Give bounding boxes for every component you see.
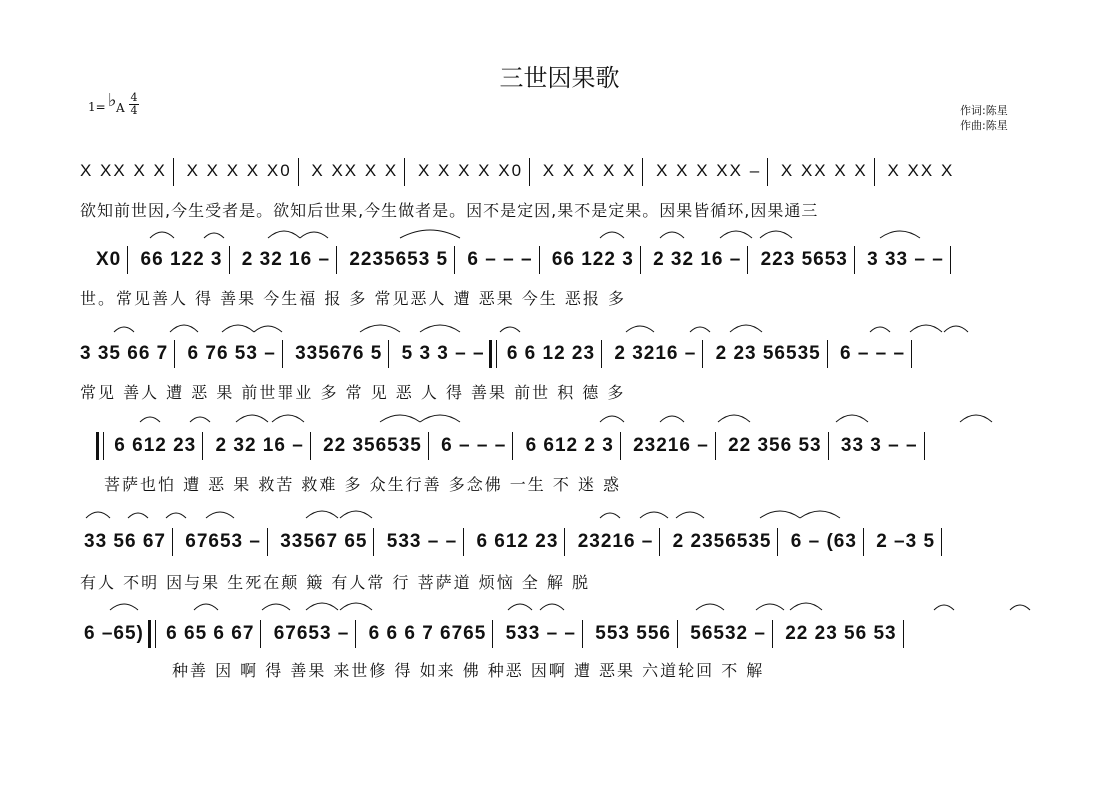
- key-prefix: 1=: [88, 100, 106, 114]
- measure: 6 65 6 67: [166, 623, 255, 645]
- measure: 3 35 66 7: [80, 343, 169, 365]
- measure: X XX X X: [311, 161, 399, 181]
- measure: 553 556: [595, 623, 671, 645]
- system-4-lyric: 菩萨也怕 遭 恶 果 救苦 救难 多 众生行善 多念佛 一生 不 迷 惑: [104, 475, 622, 494]
- system-2-notes: [96, 246, 1096, 272]
- measure: X X X XX –: [656, 161, 762, 181]
- measure: 33 3 – –: [840, 435, 918, 457]
- measure: 66 122 3: [551, 249, 634, 271]
- measure: X XX X: [887, 161, 955, 181]
- measure: 6 612 23: [114, 435, 197, 457]
- measure: 33567 65: [280, 531, 368, 553]
- measure: 6 76 53 –: [187, 343, 276, 365]
- system-2-lyric: 世。常见善人 得 善果 今生福 报 多 常见恶人 遭 恶果 今生 恶报 多: [80, 289, 626, 308]
- system-3-lyric: 常见 善人 遭 恶 果 前世罪业 多 常 见 恶 人 得 善果 前世 积 德 多: [80, 383, 626, 402]
- measure: 223 5653: [760, 249, 848, 271]
- measure: 66 122 3: [140, 249, 223, 271]
- measure: X XX X X: [80, 161, 167, 181]
- measure: 56532 –: [690, 623, 766, 645]
- slur-marks: [0, 592, 1119, 616]
- measure: 5 3 3 – –: [401, 343, 485, 365]
- measure: 23216 –: [577, 531, 654, 553]
- measure: 2 32 16 –: [241, 249, 331, 271]
- key-signature: [88, 88, 158, 128]
- measure: 6 612 2 3: [525, 435, 614, 457]
- measure: 22 356 53: [728, 435, 822, 457]
- measure: 2 3216 –: [614, 343, 697, 365]
- system-6-notes: [84, 620, 1084, 646]
- measure: 6 – – –: [467, 249, 533, 271]
- measure: 23216 –: [633, 435, 709, 457]
- system-4-notes: [92, 432, 1092, 458]
- score-title: 三世因果歌: [499, 64, 620, 92]
- measure: 3 33 – –: [867, 249, 944, 271]
- composer: 作曲:陈星: [960, 119, 1008, 132]
- system-1-notes: [80, 158, 1080, 184]
- measure: 2 23 56535: [715, 343, 821, 365]
- measure: X0: [96, 249, 122, 271]
- measure: 6 6 6 7 6765: [368, 623, 487, 645]
- measure: 2 2356535: [672, 531, 772, 553]
- measure: 22 23 56 53: [785, 623, 897, 645]
- credits: [960, 103, 1008, 133]
- measure: 2 –3 5: [876, 531, 936, 553]
- time-top: 4: [130, 91, 138, 104]
- key-name: A: [116, 101, 125, 115]
- slur-marks: [0, 314, 1119, 338]
- measure: 335676 5: [295, 343, 383, 365]
- system-1-lyric: 欲知前世因,今生受者是。欲知后世果,今生做者是。因不是定因,果不是定果。因果皆循环,因果通三: [80, 201, 819, 220]
- flat-icon: ♭: [108, 90, 117, 111]
- measure: 6 – (63: [790, 531, 857, 553]
- measure: X X X X X: [542, 161, 637, 181]
- slur-marks: [0, 220, 1119, 244]
- measure: 67653 –: [273, 623, 350, 645]
- system-5-notes: [84, 528, 1084, 554]
- measure: X XX X X: [780, 161, 868, 181]
- measure: 6 612 23: [476, 531, 559, 553]
- measure: X X X X X0: [418, 161, 524, 181]
- time-signature: [129, 92, 139, 117]
- lyricist: 作词:陈星: [960, 104, 1008, 117]
- measure: 2 32 16 –: [215, 435, 304, 457]
- measure: 533 – –: [386, 531, 458, 553]
- repeat-start: [96, 432, 104, 460]
- time-bottom: 4: [130, 104, 138, 117]
- measure: X X X X X0: [186, 161, 292, 181]
- measure: 6 6 12 23: [506, 343, 596, 365]
- measure: 22 356535: [323, 435, 422, 457]
- measure: 6 –65): [84, 623, 144, 645]
- measure: 533 – –: [505, 623, 576, 645]
- system-3-notes: [80, 340, 1080, 366]
- system-5-lyric: 有人 不明 因与果 生死在颠 簸 有人常 行 菩萨道 烦恼 全 解 脱: [80, 573, 590, 592]
- measure: 2235653 5: [349, 249, 449, 271]
- measure: 67653 –: [185, 531, 261, 553]
- measure: 6 – – –: [839, 343, 906, 365]
- measure: 6 – – –: [441, 435, 507, 457]
- slur-marks: [0, 404, 1119, 428]
- slur-marks: [0, 500, 1119, 524]
- system-6-lyric: 种善 因 啊 得 善果 来世修 得 如来 佛 种恶 因啊 遭 恶果 六道轮回 不 解: [172, 661, 765, 680]
- measure: 33 56 67: [84, 531, 166, 553]
- measure: 2 32 16 –: [653, 249, 742, 271]
